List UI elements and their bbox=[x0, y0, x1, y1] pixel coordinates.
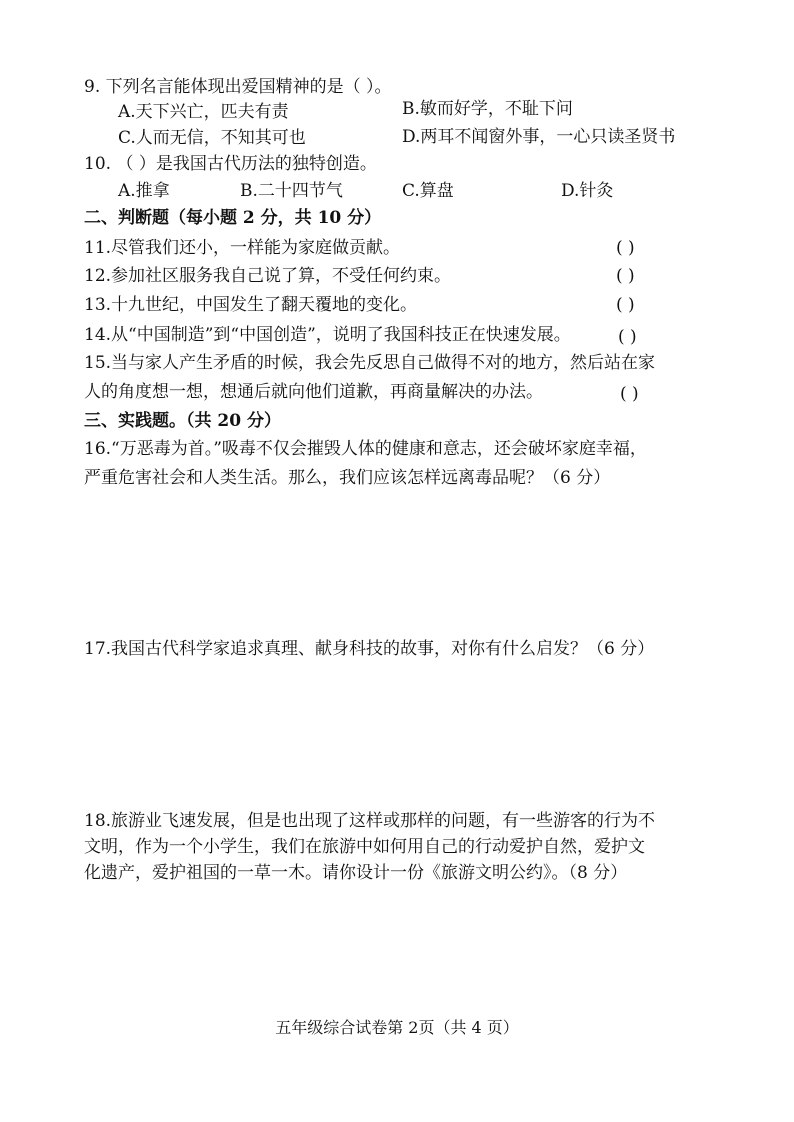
question-9-option-b: B.敏而好学，不耻下问 bbox=[402, 99, 573, 119]
answer-blank-11[interactable]: ( ) bbox=[616, 238, 635, 258]
question-9-stem: 9. 下列名言能体现出爱国精神的是（ ）。 bbox=[84, 77, 392, 97]
answer-area-16[interactable] bbox=[84, 495, 704, 630]
page-footer: 五年级综合试卷第 2页（共 4 页） bbox=[275, 1018, 519, 1037]
answer-blank-13[interactable]: ( ) bbox=[616, 295, 635, 315]
question-10-option-a: A.推拿 bbox=[118, 181, 170, 201]
question-10-stem: 10. （ ）是我国古代历法的独特创造。 bbox=[84, 154, 377, 174]
question-17: 17.我国古代科学家追求真理、献身科技的故事，对你有什么启发？（6 分） bbox=[84, 639, 655, 659]
answer-area-17[interactable] bbox=[84, 665, 704, 805]
question-10-option-d: D.针灸 bbox=[561, 181, 614, 201]
question-10-option-c: C.算盘 bbox=[402, 181, 454, 201]
answer-area-18[interactable] bbox=[84, 890, 704, 1010]
answer-blank-14[interactable]: ( ) bbox=[618, 327, 637, 347]
question-18-line-3: 化遗产，爱护祖国的一草一木。请你设计一份《旅游文明公约》。（8 分） bbox=[84, 863, 628, 883]
answer-blank-15[interactable]: ( ) bbox=[620, 384, 639, 404]
question-18-line-1: 18.旅游业飞速发展，但是也出现了这样或那样的问题，有一些游客的行为不 bbox=[84, 811, 656, 831]
question-11: 11.尽管我们还小，一样能为家庭做贡献。 bbox=[84, 238, 401, 258]
question-15-line-2: 人的角度想一想，想通后就向他们道歉，再商量解决的办法。 bbox=[84, 382, 543, 402]
question-18-line-2: 文明，作为一个小学生，我们在旅游中如何用自己的行动爱护自然，爱护文 bbox=[84, 837, 645, 857]
question-9-option-c: C.人而无信，不知其可也 bbox=[118, 128, 306, 148]
question-16-line-1: 16.“万恶毒为首。”吸毒不仅会摧毁人体的健康和意志，还会破坏家庭幸福， bbox=[84, 439, 647, 459]
practice-section-heading: 三、实践题。（共 20 分） bbox=[84, 411, 281, 431]
question-12: 12.参加社区服务我自己说了算，不受任何约束。 bbox=[84, 266, 452, 286]
question-9-option-a: A.天下兴亡，匹夫有责 bbox=[118, 102, 289, 122]
answer-blank-12[interactable]: ( ) bbox=[616, 266, 635, 286]
question-15-line-1: 15.当与家人产生矛盾的时候，我会先反思自己做得不对的地方，然后站在家 bbox=[84, 353, 656, 373]
judge-section-heading: 二、判断题（每小题 2 分，共 10 分） bbox=[84, 208, 382, 228]
question-14: 14.从“中国制造”到“中国创造”，说明了我国科技正在快速发展。 bbox=[84, 325, 571, 345]
question-16-line-2: 严重危害社会和人类生活。那么，我们应该怎样远离毒品呢？（6 分） bbox=[84, 468, 611, 488]
question-13: 13.十九世纪，中国发生了翻天覆地的变化。 bbox=[84, 295, 418, 315]
question-10-option-b: B.二十四节气 bbox=[240, 181, 343, 201]
question-9-option-d: D.两耳不闻窗外事，一心只读圣贤书 bbox=[402, 127, 676, 147]
